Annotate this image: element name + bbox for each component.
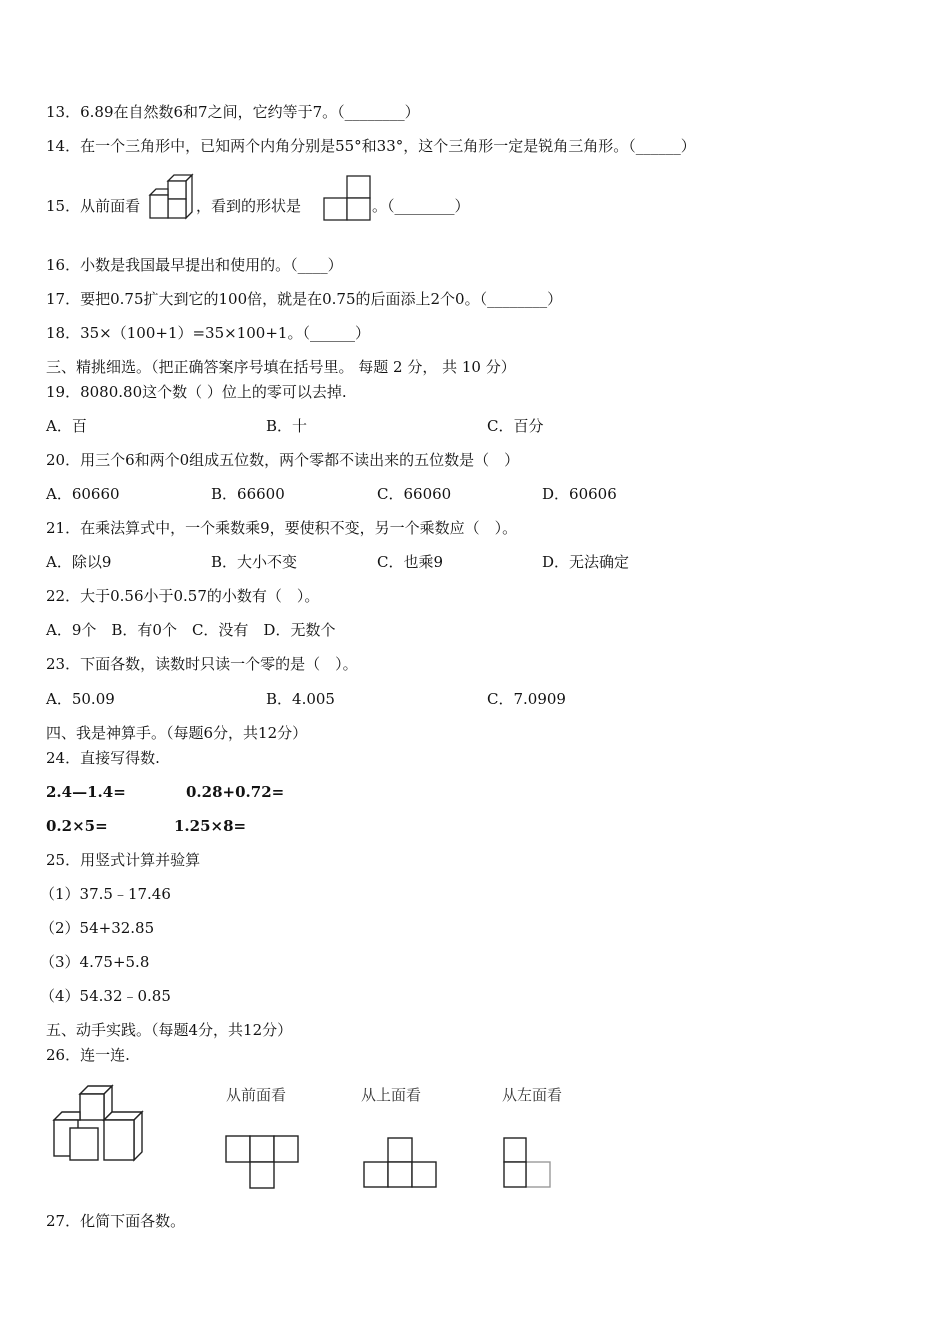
- question-13: 13．6.89在自然数6和7之间，它约等于7。（________）: [46, 103, 420, 121]
- solid-figure: [48, 1082, 152, 1168]
- question-26: 26．连一连.: [46, 1046, 130, 1064]
- q21-option-d: D．无法确定: [542, 553, 630, 571]
- q21-option-b: B．大小不变: [211, 553, 298, 571]
- q19-option-a: A．百: [46, 417, 87, 435]
- q19-option-c: C．百分: [487, 417, 544, 435]
- q20-option-d: D．60606: [542, 485, 617, 503]
- q23-option-c: C．7.0909: [487, 690, 566, 708]
- question-25: 25．用竖式计算并验算: [46, 851, 201, 869]
- q20-option-b: B．66600: [211, 485, 285, 503]
- q19-option-b: B．十: [266, 417, 308, 435]
- q23-option-b: B．4.005: [266, 690, 335, 708]
- question-15-prefix: 15．从前面看: [46, 197, 141, 215]
- q25-item-1: （1）37.5﹣17.46: [40, 885, 171, 903]
- question-20: 20．用三个6和两个0组成五位数，两个零都不读出来的五位数是（ ）: [46, 451, 520, 469]
- question-22: 22．大于0.56小于0.57的小数有（ ）。: [46, 587, 320, 605]
- section-4-heading: 四、我是神算手。（每题6分，共12分）: [46, 724, 308, 742]
- q22-options: A．9个 B．有0个 C．没有 D．无数个: [46, 621, 336, 639]
- q24-item-1: 2.4—1.4=: [46, 783, 126, 801]
- question-14: 14．在一个三角形中，已知两个内角分别是55°和33°，这个三角形一定是锐角三角形。（______）: [46, 137, 696, 155]
- question-15-middle: ，看到的形状是: [196, 197, 302, 215]
- q21-option-c: C．也乘9: [377, 553, 444, 571]
- section-3-heading: 三、精挑细选。（把正确答案序号填在括号里。 每题 2 分， 共 10 分）: [46, 358, 516, 376]
- view-label-front: 从前面看: [226, 1086, 287, 1104]
- question-24: 24．直接写得数.: [46, 749, 160, 767]
- q24-item-4: 1.25×8=: [174, 817, 247, 835]
- front-view-shape: [322, 174, 372, 222]
- q24-item-2: 0.28+0.72=: [186, 783, 285, 801]
- left-view-figure: [502, 1136, 554, 1190]
- question-23: 23．下面各数，读数时只读一个零的是（ ）。: [46, 655, 358, 673]
- q24-item-3: 0.2×5=: [46, 817, 108, 835]
- q25-item-3: （3）4.75+5.8: [40, 953, 150, 971]
- question-27: 27．化简下面各数。: [46, 1212, 186, 1230]
- question-21: 21．在乘法算式中，一个乘数乘9，要使积不变，另一个乘数应（ ）。: [46, 519, 518, 537]
- q21-option-a: A．除以9: [46, 553, 112, 571]
- q20-option-a: A．60660: [46, 485, 120, 503]
- question-15-suffix: 。（________）: [372, 197, 470, 215]
- question-19: 19．8080.80这个数（ ）位上的零可以去掉.: [46, 383, 347, 401]
- section-5-heading: 五、动手实践。（每题4分，共12分）: [46, 1021, 293, 1039]
- question-18: 18．35×（100+1）=35×100+1。（______）: [46, 324, 370, 342]
- view-label-top: 从上面看: [361, 1086, 422, 1104]
- question-16: 16．小数是我国最早提出和使用的。（____）: [46, 256, 343, 274]
- front-view-figure: [224, 1134, 302, 1190]
- q25-item-4: （4）54.32﹣0.85: [40, 987, 171, 1005]
- view-label-left: 从左面看: [502, 1086, 563, 1104]
- cube-stack-figure: [148, 172, 196, 222]
- q23-option-a: A．50.09: [46, 690, 115, 708]
- q20-option-c: C．66060: [377, 485, 452, 503]
- top-view-figure: [362, 1136, 440, 1190]
- q25-item-2: （2）54+32.85: [40, 919, 155, 937]
- question-17: 17．要把0.75扩大到它的100倍，就是在0.75的后面添上2个0。（________）: [46, 290, 563, 308]
